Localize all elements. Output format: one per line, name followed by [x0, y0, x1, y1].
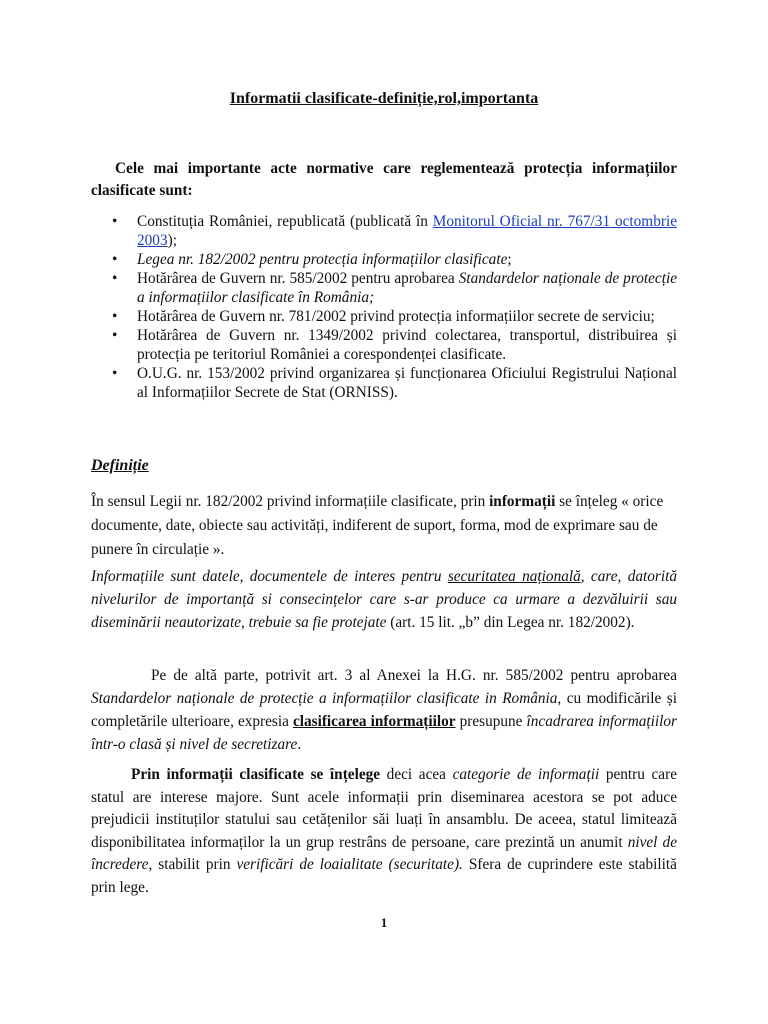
list-item: • Hotărârea de Guvern nr. 781/2002 privind protecția informațiilor secrete de serviciu; — [112, 308, 655, 325]
bullet-icon: • — [112, 308, 118, 325]
list-item: • Hotărârea de Guvern nr. 585/2002 pentru aprobarea Standardelor naționale de protecție a informațiilor clasificate în România; — [112, 270, 677, 306]
information-paragraph: Informațiile sunt datele, documentele de interes pentru securitatea națională, care, datorită nivelurilor de importanță si consecințelor care s-ar produce ca urmare a dezvăluirii sau diseminării neautorizate, trebuie sa fie protejate (art. 15 lit. „b” din Legea nr. 182/2002). — [91, 568, 677, 631]
legislation-list — [110, 212, 677, 402]
list-item: • O.U.G. nr. 153/2002 privind organizarea și funcționarea Oficiului Registrului Național al Informațiilor Secrete de Stat (ORNISS). — [112, 365, 677, 401]
definition-heading: Definiție — [91, 457, 149, 474]
list-item: • Hotărârea de Guvern nr. 1349/2002 privind colectarea, transportul, distribuirea și protecția pe teritoriul României a corespondenței clasificate. — [112, 327, 677, 363]
classification-paragraph: Pe de altă parte, potrivit art. 3 al Anexei la H.G. nr. 585/2002 pentru aprobarea Standardelor naționale de protecție a informațiilor clasificate in România, cu modificările și completările ulterioare, expresia clasificarea informațiilor presupune încadrarea informațiilor într-o clasă și nivel de secretizare. — [91, 667, 677, 753]
bullet-icon: • — [112, 270, 118, 287]
bullet-icon: • — [112, 327, 118, 344]
document-title: Informatii clasificate-definiție,rol,importanta — [229, 90, 539, 107]
intro-paragraph: Cele mai importante acte normative care reglementează protecția informațiilor clasificate sunt: — [91, 160, 677, 199]
bullet-icon: • — [112, 251, 118, 268]
list-item: • Constituția României, republicată (publicată în Monitorul Oficial nr. 767/31 octombrie 2003); — [112, 213, 677, 249]
list-item: • Legea nr. 182/2002 pentru protecția informațiilor clasificate; — [112, 251, 512, 268]
bullet-icon: • — [112, 365, 118, 382]
monitorul-oficial-link[interactable]: Monitorul Oficial nr. 767/31 octombrie 2003 — [137, 213, 677, 249]
classified-info-paragraph: Prin informații clasificate se înțelege deci acea categorie de informații pentru care statul are interese majore. Sunt acele informații prin diseminarea acestora se pot aduce prejudicii instituților statului sau cetățenilor săi luați în ansamblu. De aceea, statul limitează disponibilitatea informaților la un grup restrâns de persoane, care prezintă un anumit nivel de încredere, stabilit prin verificări de loaialitate (securitate). Sfera de cuprindere este stabilită prin lege. — [91, 766, 677, 896]
page-number: 1 — [380, 915, 388, 930]
definition-paragraph: În sensul Legii nr. 182/2002 privind informațiile clasificate, prin informații se înțeleg « orice documente, date, obiecte sau activități, indiferent de suport, forma, mod de exprimare sau de punere în circulație ». — [91, 493, 664, 558]
bullet-icon: • — [112, 213, 118, 230]
